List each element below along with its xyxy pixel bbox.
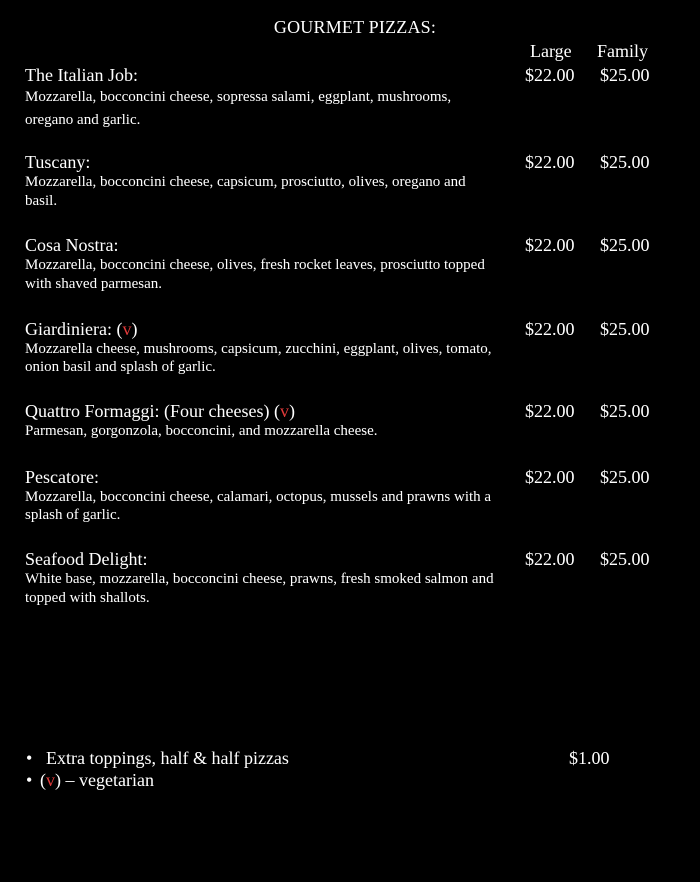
menu-item bbox=[25, 65, 685, 132]
vegetarian-mark: v bbox=[122, 319, 132, 339]
price-large: $22.00 bbox=[525, 235, 575, 255]
price-large: $22.00 bbox=[525, 65, 575, 85]
price-large: $22.00 bbox=[525, 467, 575, 487]
item-name: Giardiniera: (v) bbox=[25, 319, 138, 339]
menu-notes bbox=[26, 747, 610, 791]
vegetarian-mark: v bbox=[46, 770, 55, 790]
price-family: $25.00 bbox=[600, 152, 650, 172]
price-large: $22.00 bbox=[525, 152, 575, 172]
menu-item bbox=[25, 549, 685, 608]
bullet: • bbox=[26, 770, 33, 790]
item-name: Tuscany: bbox=[25, 152, 91, 172]
menu-item bbox=[25, 152, 685, 211]
item-description: Mozzarella, bocconcini cheese, capsicum, prosciutto, olives, oregano and basil. bbox=[25, 174, 466, 209]
note-vegetarian: • (v) – vegetarian bbox=[26, 770, 154, 790]
price-family: $25.00 bbox=[600, 401, 650, 421]
item-name: Cosa Nostra: bbox=[25, 235, 119, 255]
column-header-family: Family bbox=[597, 41, 649, 61]
note-extra-label: Extra toppings, half & half pizzas bbox=[46, 748, 289, 768]
column-header-large: Large bbox=[530, 41, 572, 61]
item-description: Mozzarella cheese, mushrooms, capsicum, zucchini, eggplant, olives, tomato, onion basil and splash of garlic. bbox=[25, 341, 492, 375]
price-large: $22.00 bbox=[525, 549, 575, 569]
vegetarian-mark: v bbox=[279, 401, 289, 421]
menu-item bbox=[25, 401, 685, 441]
menu-item bbox=[25, 319, 685, 376]
item-name: Pescatore: bbox=[25, 467, 99, 487]
price-family: $25.00 bbox=[600, 319, 650, 339]
item-name: Quattro Formaggi: (Four cheeses) (v) bbox=[25, 401, 295, 421]
extra-toppings-price: $1.00 bbox=[569, 748, 610, 768]
item-description: Parmesan, gorgonzola, bocconcini, and mozzarella cheese. bbox=[25, 423, 378, 439]
menu-item bbox=[25, 467, 685, 524]
price-large: $22.00 bbox=[525, 319, 575, 339]
menu-title: GOURMET PIZZAS: bbox=[273, 17, 437, 37]
price-large: $22.00 bbox=[525, 401, 575, 421]
item-description: Mozzarella, bocconcini cheese, calamari, octopus, mussels and prawns with a splash of garlic. bbox=[25, 489, 492, 523]
item-name: The Italian Job: bbox=[25, 65, 138, 85]
menu-item bbox=[25, 235, 685, 294]
item-description: Mozzarella, bocconcini cheese, sopressa salami, eggplant, mushrooms, oregano and garlic. bbox=[25, 89, 452, 128]
bullet: • bbox=[26, 748, 33, 768]
price-family: $25.00 bbox=[600, 467, 650, 487]
note-vegetarian-label: ) – vegetarian bbox=[55, 770, 154, 790]
item-name: Seafood Delight: bbox=[25, 549, 148, 569]
price-family: $25.00 bbox=[600, 65, 650, 85]
price-family: $25.00 bbox=[600, 235, 650, 255]
note-extra-toppings bbox=[26, 747, 610, 769]
item-description: White base, mozzarella, bocconcini cheese, prawns, fresh smoked salmon and topped with shallots. bbox=[25, 571, 494, 606]
item-description: Mozzarella, bocconcini cheese, olives, fresh rocket leaves, prosciutto topped with shaved parmesan. bbox=[25, 257, 485, 292]
price-family: $25.00 bbox=[600, 549, 650, 569]
